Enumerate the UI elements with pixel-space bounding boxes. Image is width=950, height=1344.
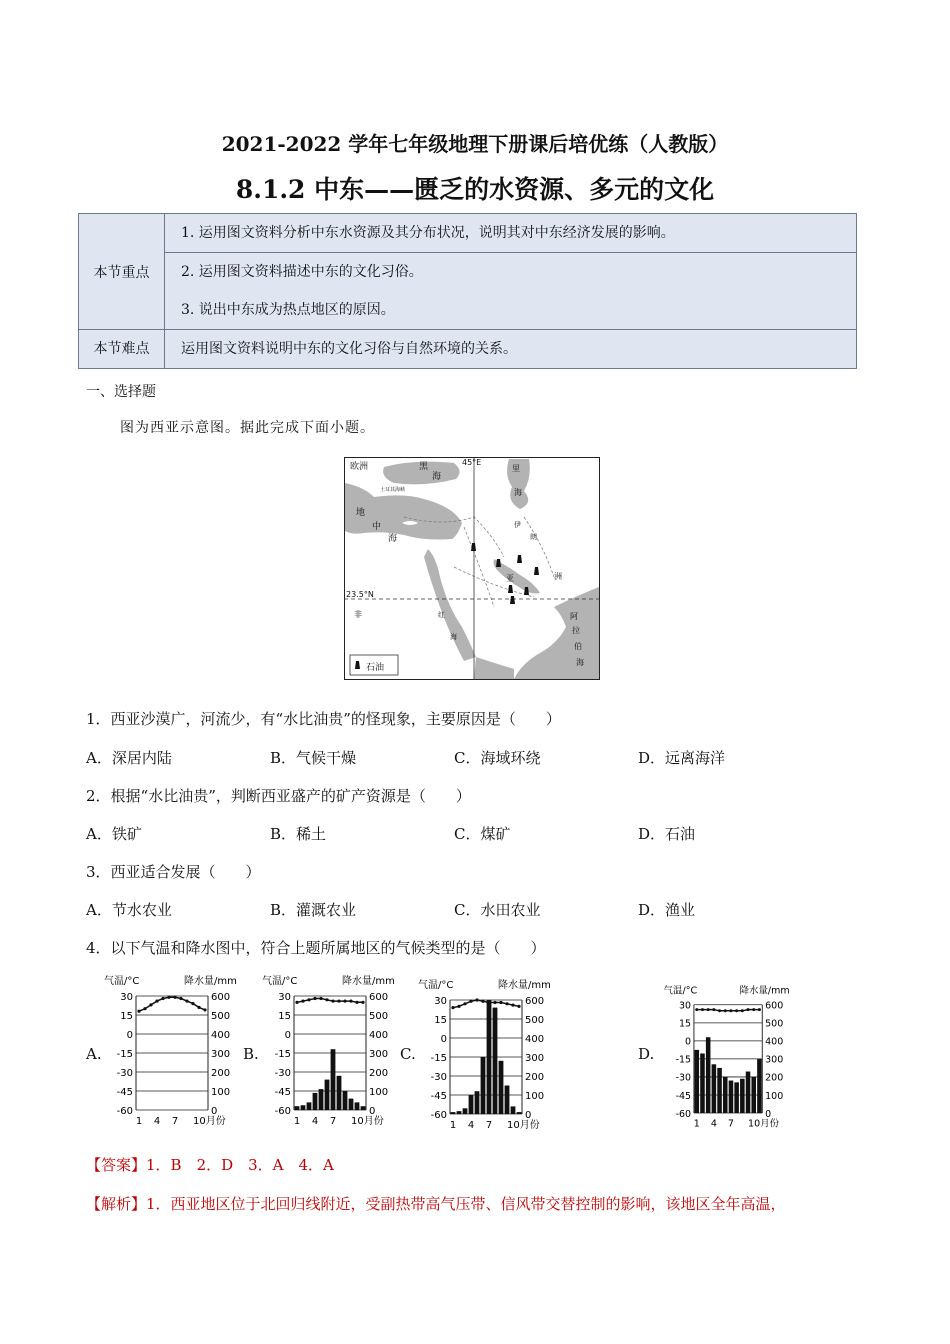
- precip-bar: [331, 1049, 336, 1110]
- climate-chart-b: [262, 972, 402, 1130]
- precip-tick: 200: [525, 1072, 545, 1083]
- temp-tick: 30: [434, 996, 447, 1007]
- document-title: 2021-2022 学年七年级地理下册课后培优练（人教版）: [221, 132, 729, 156]
- precip-bar: [723, 1077, 728, 1113]
- month-tick: 10月份: [351, 1116, 384, 1127]
- precip-bar: [505, 1086, 510, 1115]
- question-1-option-c[interactable]: C．海域环绕: [454, 749, 541, 767]
- legend-oil-label: 石油: [366, 663, 385, 673]
- temperature-point: [325, 998, 328, 1001]
- label-med-3: 海: [388, 534, 398, 544]
- label-black-sea-1: 黑: [419, 462, 429, 472]
- temp-tick: -60: [430, 1110, 447, 1121]
- precip-bar: [706, 1037, 711, 1113]
- precip-tick: 400: [369, 1030, 389, 1041]
- precip-tick: 500: [369, 1011, 389, 1022]
- label-persian-1: 伊: [514, 521, 521, 529]
- question-1-option-b[interactable]: B．气候干燥: [270, 749, 357, 767]
- precip-bar: [313, 1093, 318, 1110]
- label-med-2: 中: [372, 522, 382, 532]
- temp-tick: 30: [120, 992, 133, 1003]
- question-1-option-d[interactable]: D．远离海洋: [638, 749, 726, 767]
- temperature-point: [155, 999, 158, 1002]
- temperature-point: [747, 1008, 750, 1011]
- temp-tick: 30: [278, 992, 291, 1003]
- month-tick: 7: [727, 1118, 734, 1130]
- temperature-point: [295, 1001, 298, 1004]
- label-arab-2: 拉: [572, 626, 580, 635]
- temperature-point: [143, 1007, 146, 1010]
- question-1-option-a[interactable]: A．深居内陆: [86, 749, 172, 767]
- temp-tick: 15: [434, 1015, 447, 1026]
- temperature-point: [191, 1002, 194, 1005]
- month-tick: 4: [710, 1118, 717, 1130]
- precip-bar: [493, 1008, 498, 1114]
- question-2-option-b[interactable]: B．稀土: [270, 825, 327, 843]
- month-tick: 10月份: [193, 1116, 226, 1127]
- precip-bar: [457, 1111, 462, 1114]
- chart-option-a[interactable]: A.: [86, 1045, 102, 1063]
- temp-tick: -45: [430, 1091, 447, 1102]
- temp-tick: 30: [678, 1000, 692, 1012]
- precip-tick: 0: [369, 1106, 376, 1117]
- label-persian-2: 朗: [530, 533, 537, 541]
- temperature-point: [173, 996, 176, 999]
- temperature-point: [481, 1000, 484, 1003]
- precip-bar: [337, 1076, 342, 1110]
- temp-tick: -30: [675, 1072, 692, 1084]
- temperature-point: [758, 1008, 761, 1011]
- temperature-point: [724, 1009, 727, 1012]
- precip-bar: [451, 1112, 456, 1114]
- precip-tick: 300: [211, 1049, 231, 1060]
- temperature-point: [331, 999, 334, 1002]
- label-red-sea-2: 海: [450, 633, 457, 641]
- temperature-point: [712, 1008, 715, 1011]
- question-4-stem: 4．以下气温和降水图中，符合上题所属地区的气候类型的是（ ）: [86, 939, 546, 957]
- key-point-1: 1. 运用图文资料分析中东水资源及其分布状况，说明其对中东经济发展的影响。: [165, 214, 857, 253]
- temperature-point: [343, 999, 346, 1002]
- temperature-point: [185, 999, 188, 1002]
- temperature-point: [349, 999, 352, 1002]
- precip-tick: 600: [525, 996, 545, 1007]
- temp-axis-label: 气温/°C: [418, 980, 454, 991]
- month-tick: 10月份: [507, 1120, 540, 1131]
- temp-tick: -15: [274, 1049, 291, 1060]
- precip-bar: [295, 1106, 300, 1110]
- precip-bar: [325, 1080, 330, 1110]
- precip-bar: [734, 1082, 739, 1113]
- temperature-point: [487, 1001, 490, 1004]
- climate-chart-c: [418, 976, 558, 1134]
- question-3-stem: 3．西亚适合发展（ ）: [86, 863, 261, 881]
- temperature-point: [729, 1009, 732, 1012]
- precip-tick: 0: [211, 1106, 218, 1117]
- precip-tick: 500: [765, 1018, 784, 1030]
- precip-tick: 100: [525, 1091, 545, 1102]
- label-africa: 非: [354, 610, 362, 619]
- precip-tick: 600: [211, 992, 231, 1003]
- temperature-point: [718, 1009, 721, 1012]
- chart-option-c[interactable]: C.: [400, 1045, 416, 1063]
- temp-tick: -60: [116, 1106, 133, 1117]
- precip-tick: 100: [211, 1087, 231, 1098]
- precip-tick: 0: [525, 1110, 532, 1121]
- precip-axis-label: 降水量/mm: [342, 976, 395, 987]
- temp-axis-label: 气温/°C: [262, 976, 298, 987]
- answer-line: 【答案】1．B 2．D 3．A 4．A: [86, 1156, 334, 1174]
- label-tropic: 23.5°N: [346, 590, 374, 599]
- month-tick: 7: [485, 1120, 493, 1131]
- question-intro: 图为西亚示意图。据此完成下面小题。: [120, 420, 375, 436]
- precip-tick: 500: [211, 1011, 231, 1022]
- temperature-point: [313, 997, 316, 1000]
- label-black-sea-2: 海: [432, 472, 442, 482]
- temperature-point: [463, 1002, 466, 1005]
- temperature-point: [741, 1009, 744, 1012]
- question-3-option-c[interactable]: C．水田农业: [454, 901, 541, 919]
- temperature-point: [337, 999, 340, 1002]
- precip-bar: [751, 1077, 756, 1113]
- precip-bar: [700, 1053, 705, 1113]
- temp-tick: 15: [678, 1018, 692, 1030]
- temperature-point: [707, 1008, 710, 1011]
- label-caspian-1: 里: [512, 464, 520, 473]
- label-caspian-2: 海: [514, 488, 522, 497]
- precip-tick: 200: [765, 1072, 784, 1084]
- precip-bar: [712, 1064, 717, 1113]
- question-3-option-b[interactable]: B．灌溉农业: [270, 901, 357, 919]
- key-points-label: 本节重点: [79, 214, 165, 330]
- precip-tick: 600: [369, 992, 389, 1003]
- temperature-point: [319, 997, 322, 1000]
- precip-bar: [746, 1072, 751, 1113]
- month-tick: 1: [693, 1118, 700, 1130]
- temperature-point: [457, 1005, 460, 1008]
- temp-tick: -60: [274, 1106, 291, 1117]
- precip-bar: [463, 1108, 468, 1114]
- key-point-3: 3. 说出中东成为热点地区的原因。: [165, 291, 857, 330]
- chart-option-b[interactable]: B.: [243, 1045, 259, 1063]
- precip-tick: 0: [765, 1108, 772, 1120]
- precip-axis-label: 降水量/mm: [184, 976, 237, 987]
- temperature-point: [137, 1010, 140, 1013]
- precip-bar: [729, 1081, 734, 1113]
- temperature-point: [493, 1001, 496, 1004]
- label-asia-1: 亚: [506, 574, 514, 583]
- precip-bar: [481, 1057, 486, 1114]
- precip-axis-label: 降水量/mm: [739, 985, 790, 997]
- temperature-point: [511, 1003, 514, 1006]
- temp-tick: -45: [116, 1087, 133, 1098]
- difficulty-label: 本节难点: [79, 330, 165, 369]
- climate-chart-d: [660, 982, 800, 1132]
- label-arab-3: 伯: [574, 642, 582, 651]
- temp-tick: -30: [430, 1072, 447, 1083]
- temperature-point: [517, 1005, 520, 1008]
- precip-bar: [355, 1102, 360, 1110]
- temperature-point: [701, 1008, 704, 1011]
- label-arab-4: 海: [576, 658, 584, 667]
- lesson-title: 8.1.2 中东——匮乏的水资源、多元的文化: [235, 175, 715, 204]
- temperature-line: [697, 1010, 760, 1011]
- precip-tick: 300: [765, 1054, 784, 1066]
- month-tick: 1: [135, 1116, 143, 1127]
- temp-tick: -60: [675, 1108, 692, 1120]
- temp-tick: 15: [278, 1011, 291, 1022]
- temperature-point: [469, 1000, 472, 1003]
- precip-bar: [349, 1099, 354, 1110]
- month-tick: 1: [293, 1116, 301, 1127]
- precip-bar: [307, 1102, 312, 1110]
- label-meridian: 45°E: [462, 458, 482, 467]
- precip-tick: 100: [765, 1090, 784, 1102]
- precip-bar: [517, 1112, 522, 1114]
- precip-bar: [301, 1105, 306, 1110]
- precip-tick: 400: [525, 1034, 545, 1045]
- chart-option-d[interactable]: D.: [638, 1045, 655, 1063]
- month-tick: 4: [311, 1116, 319, 1127]
- analysis-line: 【解析】1．西亚地区位于北回归线附近，受副热带高气压带、信风带交替控制的影响，该地区全年高温，: [86, 1195, 786, 1213]
- precip-bar: [343, 1091, 348, 1110]
- month-tick: 7: [171, 1116, 179, 1127]
- temp-tick: -30: [274, 1068, 291, 1079]
- label-asia-2: 洲: [554, 572, 562, 581]
- temperature-point: [307, 998, 310, 1001]
- month-tick: 4: [467, 1120, 475, 1131]
- temp-tick: -45: [675, 1090, 692, 1102]
- temperature-point: [301, 999, 304, 1002]
- label-europe: 欧洲: [350, 462, 369, 472]
- question-2-stem: 2．根据“水比油贵”，判断西亚盛产的矿产资源是（ ）: [86, 787, 471, 805]
- temperature-point: [179, 997, 182, 1000]
- temperature-point: [361, 1001, 364, 1004]
- question-2-option-a[interactable]: A．铁矿: [86, 825, 142, 843]
- temp-tick: -15: [675, 1054, 692, 1066]
- temperature-point: [167, 996, 170, 999]
- precip-tick: 600: [765, 1000, 784, 1012]
- temperature-line: [139, 997, 205, 1011]
- temperature-point: [505, 1002, 508, 1005]
- temperature-point: [695, 1008, 698, 1011]
- question-3-option-a[interactable]: A．节水农业: [86, 901, 172, 919]
- temp-axis-label: 气温/°C: [663, 985, 698, 997]
- precip-tick: 500: [525, 1015, 545, 1026]
- question-3-option-d[interactable]: D．渔业: [638, 901, 696, 919]
- precip-tick: 300: [369, 1049, 389, 1060]
- west-asia-map: [344, 457, 600, 680]
- label-bosporus: 土耳其海峡: [380, 487, 406, 493]
- temp-axis-label: 气温/°C: [104, 976, 140, 987]
- temperature-point: [197, 1006, 200, 1009]
- precip-tick: 100: [369, 1087, 389, 1098]
- question-2-option-c[interactable]: C．煤矿: [454, 825, 511, 843]
- precip-tick: 200: [369, 1068, 389, 1079]
- temperature-point: [355, 1001, 358, 1004]
- precip-bar: [361, 1106, 366, 1110]
- precip-bar: [487, 1000, 492, 1114]
- temp-tick: 0: [440, 1034, 447, 1045]
- month-tick: 7: [329, 1116, 337, 1127]
- temp-tick: -30: [116, 1068, 133, 1079]
- temp-tick: -45: [274, 1087, 291, 1098]
- temperature-line: [453, 1000, 519, 1008]
- temperature-point: [203, 1008, 206, 1011]
- precip-tick: 200: [211, 1068, 231, 1079]
- key-point-2: 2. 运用图文资料描述中东的文化习俗。: [165, 253, 857, 292]
- temperature-point: [735, 1009, 738, 1012]
- precip-tick: 400: [211, 1030, 231, 1041]
- temperature-line: [297, 999, 363, 1003]
- precip-bar: [319, 1089, 324, 1110]
- precip-bar: [717, 1068, 722, 1113]
- precip-bar: [740, 1079, 745, 1113]
- difficulty-text: 运用图文资料说明中东的文化习俗与自然环境的关系。: [165, 330, 857, 369]
- temperature-point: [475, 998, 478, 1001]
- precip-bar: [694, 1050, 699, 1113]
- climate-chart-a: [104, 972, 244, 1130]
- precip-tick: 400: [765, 1036, 784, 1048]
- section-title: 一、选择题: [86, 384, 156, 400]
- precip-bar: [499, 1061, 504, 1114]
- label-red-sea-1: 红: [438, 611, 445, 619]
- temp-tick: 15: [120, 1011, 133, 1022]
- temperature-point: [499, 1001, 502, 1004]
- lesson-focus-table: [78, 213, 857, 369]
- temp-tick: 0: [685, 1036, 692, 1048]
- temp-tick: -15: [430, 1053, 447, 1064]
- temp-tick: 0: [126, 1030, 133, 1041]
- label-med-1: 地: [356, 508, 366, 518]
- temp-tick: 0: [284, 1030, 291, 1041]
- question-1-stem: 1．西亚沙漠广，河流少，有“水比油贵”的怪现象，主要原因是（ ）: [86, 710, 561, 728]
- month-tick: 1: [449, 1120, 457, 1131]
- temperature-point: [451, 1006, 454, 1009]
- temperature-point: [752, 1008, 755, 1011]
- temperature-point: [149, 1003, 152, 1006]
- temp-tick: -15: [116, 1049, 133, 1060]
- month-tick: 4: [153, 1116, 161, 1127]
- precip-bar: [469, 1095, 474, 1114]
- question-2-option-d[interactable]: D．石油: [638, 825, 696, 843]
- precip-bar: [475, 1091, 480, 1114]
- temperature-point: [161, 997, 164, 1000]
- precip-axis-label: 降水量/mm: [498, 980, 551, 991]
- month-tick: 10月份: [748, 1118, 780, 1130]
- precip-tick: 300: [525, 1053, 545, 1064]
- precip-bar: [757, 1059, 762, 1113]
- label-arab-1: 阿: [570, 612, 578, 621]
- precip-bar: [511, 1106, 516, 1114]
